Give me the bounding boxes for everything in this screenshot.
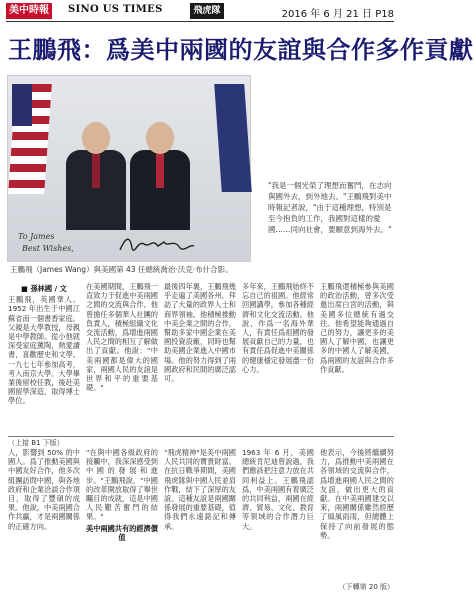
column-text: "在與中國各級政府的接觸中，我深深感受到中國的發展和進步。"王鵬飛說，"中國的改革開放取得了舉世矚目的成就，這是中國人民艱苦奮鬥的結果。" [86,448,158,522]
continued-from: （上接 B1 下版） [8,439,64,447]
masthead [6,3,394,21]
issue-date: 2016 年 6 月 21 日 [281,9,373,20]
header-rule [6,21,394,22]
inscription-wishes: Best Wishes, [22,244,74,253]
section-subhead: 美中兩國共有的經濟價值 [86,523,158,542]
article-photo [7,75,251,262]
signature-icon [116,234,196,256]
pull-quote: "我是一個光榮了理想而奮鬥，在志向與國外去，到外地去。"王鵬飛對美中時報記者說，"由于這種理想，特別是至今抱負的工作，我國對這樣的愛國……同向社會，要願意到海外去。" [268,181,392,234]
article-column-3: 最後四年裏，王鵬飛幾乎走遍了美國各州，拜訪了大量的政界人士和商界領袖。他積極推動中美企業之間的合作，幫助多家中國企業在美國投資設廠，同時也幫助美國企業進入中國市場。他的努力得到了兩國政府和民間的廣泛認可。 [164,282,236,384]
photo-caption: 王鵬飛（James Wang）與美國第 43 任總統喬治·沃克·布什合影。 [10,265,233,274]
lower-column-2 [86,448,158,578]
article-column-2: 在美國期間，王鵬飛一直致力于促進中美兩國之間的交流與合作。他曾擔任多個華人社團的負責人，積極組織文化交流活動，爲增進兩國人民之間的相互了解做出了貢獻。他說："中美兩國都是偉大的國家，兩國人民的友誼是世界和平的重要基礎。" [86,282,158,393]
article-column-5: 王鵬飛還積極參與美國的政治活動，曾多次受邀出席白宮的活動，與美國多位總統有過交往。他希望能夠通過自己的努力，讓更多的美國人了解中國，也讓更多的中國人了解美國，爲兩國的友誼與合作多作貢獻。 [320,282,394,374]
inscription-to: To James [18,232,55,241]
lower-column-4: 1963 年 6 月，美國總統肯尼迪曾說過，我們應該把注意力放在共同利益上。王鵬飛認爲，中美兩國有着廣泛的共同利益，兩國在經濟、貿易、文化、教育等領域的合作潛力巨大。 [242,448,314,531]
column-text: 王鵬飛，英國華人。1952 年出生于中國江蘇省南一個書香家庭。父親是大學教授，母親是中學教師。從小他就深受家庭薰陶，熱愛讀書，喜歡歷史和文學。一九七七年參加高考，考入南京大學。大學畢業後留校任教，後赴美國留學深造，取得博士學位。 [8,295,80,406]
article-headline: 王鵬飛：爲美中兩國的友誼與合作多作貢獻 [8,36,474,64]
newspaper-logo: 美中時報 [6,3,52,19]
continued-to: （下轉第 20 版） [338,583,394,591]
lower-column-5: 他表示，今後將繼續努力，爲推動中美兩國在各領域的交流與合作，爲增進兩國人民之間的友誼，做出更大的貢獻。在中美兩國建交以來，兩國關係雖然經歷了風風雨雨，但總體上保持了向前發展的態勢。 [320,448,394,540]
article-column-4: 多年來，王鵬飛始終不忘自己的祖國。他經常回國講學，參加各種經濟和文化交流活動。他說，作爲一名海外華人，有責任爲祖國的發展貢獻自己的力量，也有責任爲促進中美關係的健康穩定發展盡一份心力。 [242,282,314,374]
section-divider [8,436,394,437]
lower-column-3: "飛虎精神"是美中兩國人民共同的寶貴財富。在抗日戰爭期間，美國飛虎隊與中國人民並肩作戰，結下了深厚的友誼。這種友誼是兩國關係發展的重要基礎，值得我們永遠銘記和傳承。 [164,448,236,531]
article-column-1 [8,282,80,432]
date-page [282,5,394,20]
newspaper-name-en: SINO US TIMES [68,4,163,15]
lower-column-1: 人，影響到 50% 的中國人。爲了推動美國與中國友好合作，他多次組團訪問中國，與各地政府和企業洽談合作項目，取得了豐碩的成果。他說，中美兩國合作共贏，才是兩國關係的正確方向。 [8,448,80,531]
person-left [64,122,128,230]
photo-inscription [12,228,244,258]
byline: ■ 孫林國 / 文 [21,284,67,293]
us-flag-canton [12,84,32,126]
page-number: P18 [375,9,394,20]
person-right [128,122,192,230]
section-tag: 飛虎隊 [190,3,224,19]
presidential-flag [214,84,252,192]
